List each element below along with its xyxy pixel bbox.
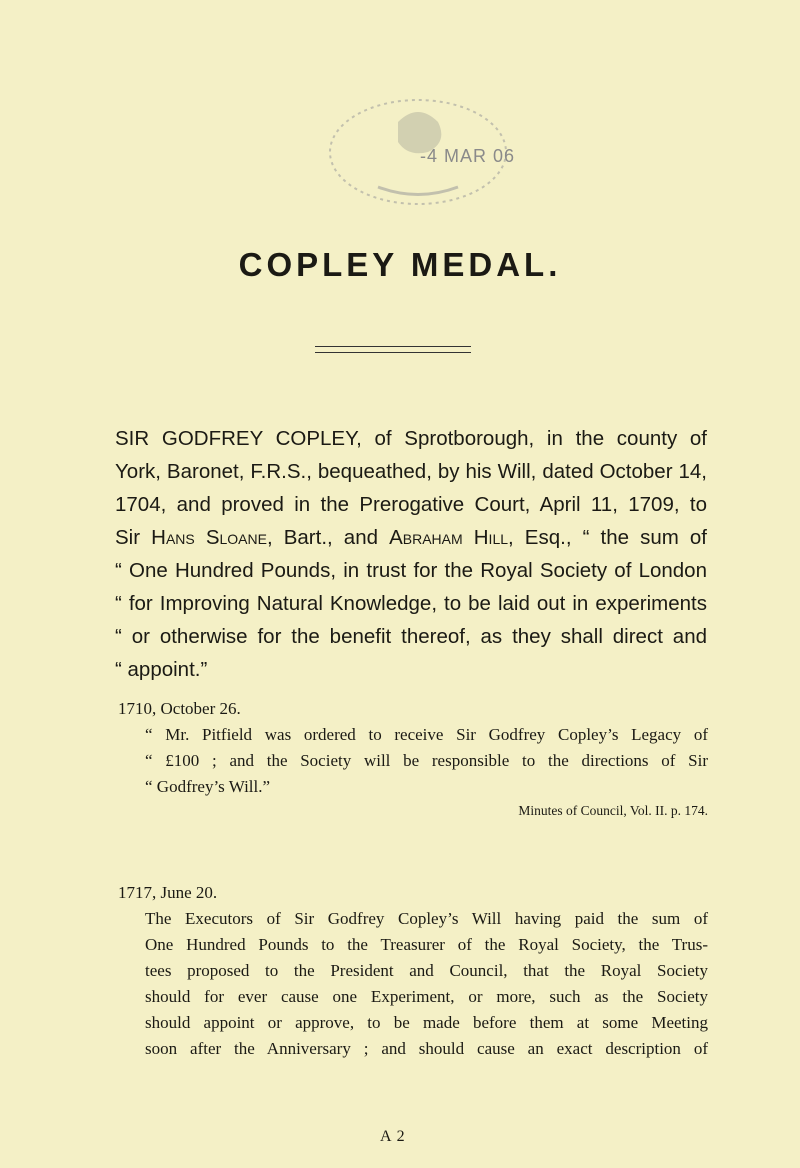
- signature-mark: A 2: [380, 1128, 406, 1145]
- page-title: COPLEY MEDAL.: [238, 246, 562, 283]
- entry-line: One Hundred Pounds to the Treasurer of the Royal Society, the Trus-: [145, 935, 708, 954]
- name-hans-sloane: Hans Sloane: [151, 526, 267, 549]
- intro-line: “ for Improving Natural Knowledge, to be laid out in experiments: [115, 592, 707, 615]
- entry-line: tees proposed to the President and Council, that the Royal Society: [145, 961, 708, 980]
- name-abraham-hill: Abraham Hill: [389, 526, 509, 549]
- intro-line: York, Baronet, F.R.S., bequeathed, by his Will, dated October 14,: [115, 460, 707, 483]
- entry-date: 1717, June 20.: [118, 883, 218, 902]
- entry-line: soon after the Anniversary ; and should cause an exact description of: [145, 1039, 708, 1058]
- intro-line: 1704, and proved in the Prerogative Court, April 11, 1709, to: [115, 493, 707, 516]
- entry-text: [145, 906, 708, 1062]
- intro-line-names: Sir Hans Sloane, Bart., and Abraham Hill, Esq., “ the sum of: [115, 526, 707, 549]
- entry-line: “ Mr. Pitfield was ordered to receive Sir Godfrey Copley’s Legacy of: [145, 725, 708, 744]
- intro-line: “ One Hundred Pounds, in trust for the Royal Society of London: [115, 559, 707, 582]
- entry-line: “ £100 ; and the Society will be responsible to the directions of Sir: [145, 751, 708, 770]
- entry-1710: [118, 696, 708, 822]
- intro-line: “ or otherwise for the benefit thereof, as they shall direct and: [115, 625, 707, 648]
- intro-line: “ appoint.”: [115, 658, 208, 681]
- entry-text: [145, 722, 708, 800]
- entry-line: “ Godfrey’s Will.”: [145, 777, 271, 796]
- entry-line: should appoint or approve, to be made before them at some Meeting: [145, 1013, 708, 1032]
- entry-date: 1710, October 26.: [118, 699, 241, 718]
- entry-line: should for ever cause one Experiment, or more, such as the Society: [145, 987, 708, 1006]
- entry-1717: [118, 880, 708, 1062]
- entry-line: The Executors of Sir Godfrey Copley’s Will having paid the sum of: [145, 909, 708, 928]
- title-divider: [315, 346, 471, 353]
- entry-citation: Minutes of Council, Vol. II. p. 174.: [518, 803, 708, 818]
- stamp-date: -4 MAR 06: [420, 146, 516, 166]
- intro-line: SIR GODFREY COPLEY, of Sprotborough, in the county of: [115, 427, 707, 450]
- intro-paragraph: [115, 422, 707, 686]
